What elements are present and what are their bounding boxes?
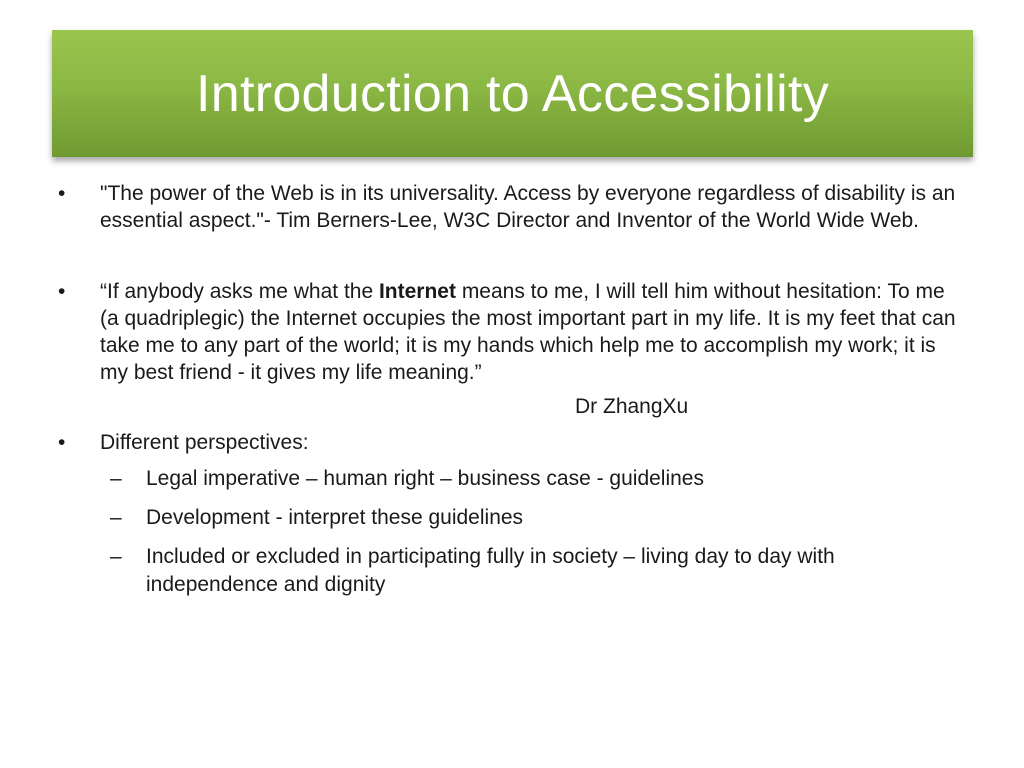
bullet-item — [58, 278, 968, 386]
slide-content — [58, 180, 968, 610]
title-bar — [52, 30, 973, 157]
quote-text-bold: Internet — [378, 280, 456, 303]
bullet-item — [58, 429, 968, 456]
sub-bullet-item — [110, 504, 968, 532]
quote-text — [100, 280, 956, 384]
quote-text-start: “If anybody asks me what the — [100, 280, 379, 303]
dash-icon: – — [110, 467, 122, 490]
sub-bullet-text: Development - interpret these guidelines — [146, 506, 524, 529]
dash-icon: – — [110, 545, 122, 568]
dash-icon: – — [110, 506, 122, 529]
sub-bullet-item — [110, 465, 968, 493]
bullet-text: "The power of the Web is in its universality. Access by everyone regardless of disability is an essential aspect."- Tim Berners-Lee, W3C Director and Inventor of the World Wide Web. — [100, 182, 956, 232]
bullet-icon: • — [58, 280, 66, 303]
bullet-item — [58, 180, 968, 234]
quote-attribution: Dr ZhangXu — [575, 395, 689, 418]
slide-title: Introduction to Accessibility — [195, 64, 829, 123]
sub-bullet-list — [58, 465, 968, 599]
bullet-text: Different perspectives: — [100, 431, 309, 454]
sub-bullet-text: Legal imperative – human right – business case - guidelines — [146, 467, 704, 490]
bullet-icon: • — [58, 182, 66, 205]
sub-bullet-item — [110, 543, 968, 599]
bullet-icon: • — [58, 431, 66, 454]
quote-text-end: means to me, I will tell him without hesitation: To me (a quadriplegic) the Internet occupies the most important part in my life. It is my feet that can take me to any part of the world; it is my hands which help me to accomplish my work; it is my best friend - it gives my life meaning.” — [100, 280, 956, 384]
sub-bullet-text: Included or excluded in participating fully in society – living day to day with independence and dignity — [146, 545, 835, 596]
